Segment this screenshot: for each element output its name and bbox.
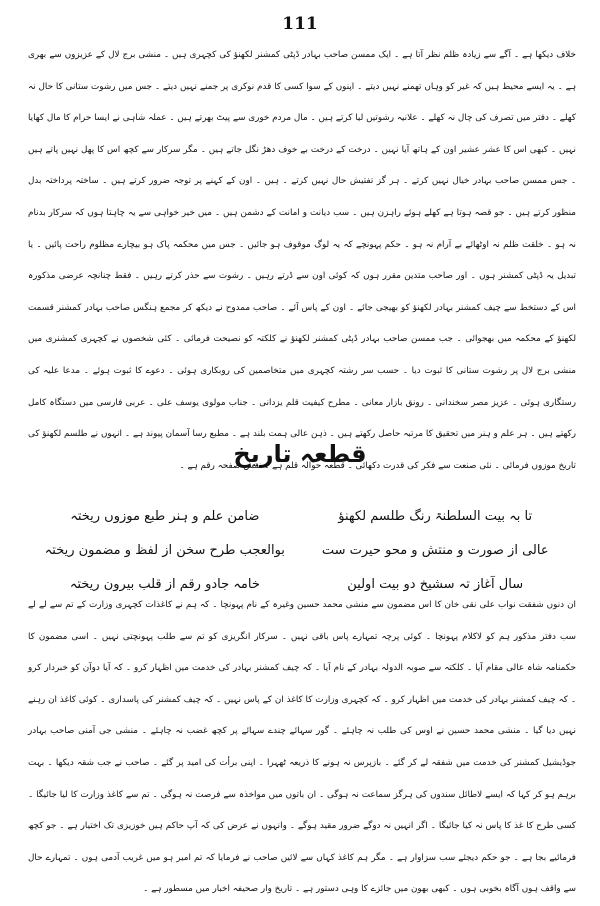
- page-number: 111: [282, 14, 318, 34]
- verse-row: [40, 534, 560, 568]
- paragraph-1: خلاف دیکھا ہے ۔ آگے سے زیادہ ظلم نظر آتا ہے ۔ ایک ممسن صاحب بہادر ڈپٹی کمشنر لکھنؤ کی کچہری ہیں ۔ منشی برج لال کے عزیزوں سے بھری ہے ۔ یہ ایسے محیط ہیں کہ غیر کو وہاں تھمنے نہیں دیتے ۔ اپنوں کے سوا کسی کا قدم نوکری پر جمنے نہیں دیتے ۔ جس میں رشوت ستانی کا حال نہ کھلے ۔ دفتر میں تصرف کی چال نہ کھلے ۔ علانیہ رشوتیں لیا کرتے ہیں ۔ مال مردم خوری سے پیٹ بھرتے ہیں ۔ عملہ شاہی نے ایسا حرام کا مال کھایا نہیں ۔ کبھی اس کا عشر عشیر اون کے ہاتھ آیا نہیں ۔ درخت کے درخت بے خوف دھڑ نگل جاتے ہیں ۔ مگر سرکار سے کچھ اس کا پھل نہیں پاتے ہیں ۔ جس ممسن صاحب بہادر خیال نہیں کرتے ۔ ہر گز تفتیش حال نہیں کرتے ۔ ہیں ۔ اون کے کہنے پر توجہ ضرور کرتے ہیں ۔ ساختہ پرداختہ بدل منظور کرتے ہیں ۔ جو قصہ ہوتا ہے کھلے ہوئے راہزن ہیں ۔ سب دیانت و امانت کے دشمن ہیں ۔ میں خیر خواہی سے یہ چاہتا ہوں کہ سرکار بدنام نہ ہو ۔ خلقت ظلم نہ اوٹھائے بے آرام نہ ہو ۔ حکم پہونچے کہ یہ لوگ موقوف ہو جائیں ۔ جس میں محکمہ پاک ہو بیچارے مظلوم راحت پائیں ۔ یا تبدیل یہ ڈپٹی کمشنر ہوں ۔ اور صاحب متدین مقرر ہوں کہ کوئی اون سے ڈرتے رہیں ۔ رشوت سے حذر کرتے رہیں ۔ فقط چنانچہ عرضی مذکورہ اس کے دستخط سے چیف کمشنر بہادر لکھنؤ کو بھیجی جائے ۔ اون کے پاس آئے ۔ صاحب ممدوح نے دیکھ کر مجمع ہنگس صاحب بہادر کمشنر قسمت لکھنؤ کے محکمہ میں بھجوائی ۔ جب ممسن صاحب بہادر ڈپٹی کمشنر لکھنؤ نے کلکتہ کو نصیحت فرمائی ۔ کئی شخصوں نے کچہری کمشنری میں منشی برج لال پر رشوت ستانی کا ثبوت دیا ۔ حسب سر رشتہ کچہری میں متخاصمین کی روبکاری ہوئی ۔ دعوے کا ثبوت ہوئے ۔ مدعا علیہ کی رستگاری ہوئی ۔ عزیز مصر سخندانی ۔ رونق بازار معانی ۔ مطرح کیفیت قلم یزدانی ۔ جناب مولوی یوسف علی ۔ عربی فارسی میں دستگاہ کامل رکھتے ہیں ۔ ہر علم و ہنر میں تحقیق کا مرتبہ حاصل رکھتے ہیں ۔ ذہن عالی ہمت بلند ہے ۔ مطبع رسا آسمان پیوند ہے ۔ انہوں نے طلسم لکھنؤ کی تاریخ موزوں فرمائی ۔ نئی صنعت سے فکر کی قدرت دکھائی ۔ قطعہ حوالہ قلم ہے ۔ نقش صفحہ رقم ہے ۔: [28, 50, 576, 471]
- verse-second-hemistich: بوالعجب طرح سخن از لفظ و مضمون ریختہ: [44, 543, 285, 558]
- verse-second-hemistich: ضامن علم و ہنر طبع موزوں ریختہ: [70, 509, 260, 524]
- section-heading: قطعہ تاریخ: [233, 440, 367, 468]
- verse-first-hemistich: عالی از صورت و منتش و محو حیرت ست: [321, 543, 549, 558]
- verse-first-hemistich: سال آغاز تہ سشیخ دو بیت اولین: [347, 577, 524, 592]
- verse-first-hemistich: تا بہ بیت السلطنۃ رنگ طلسم لکھنؤ: [338, 509, 533, 524]
- paragraph-2: ان دنوں شفقت نواب علی نقی خان کا اس مضمون سے منشی محمد حسین وغیرہ کے نام پہونچا ۔ کہ ہم نے کاغذات کچہری وزارت کے تم سے لے لے سب دفتر مذکور ہم کو لاکلام پہونچا ۔ کوئی پرچہ تمہارے پاس باقی نہیں ۔ سرکار انگریزی کو تم سے طلب پہونچتی نہیں ۔ اسی مضمون کا حکمنامہ شاہ عالی مقام آیا ۔ کلکتہ سے صوبہ الدولہ بہادر کے نام آیا ۔ کہ چیف کمشنر بہادر کی خدمت میں اظہار کرو ۔ کہ آیا دوآن کو خبردار کرو ۔ کہ چیف کمشنر بہادر کی خدمت میں اظہار کرو ۔ کہ کچہری وزارت کا کاغذ ان کے پاس نہیں ۔ کہ چیف کمشنر کی پاسداری ۔ کوئی کاغذ ان رہنے نہیں دیا گیا ۔ منشی محمد حسین نے اوس کی طلب نہ چاہئے ۔ گور سہائے چندے سہائے پر کچھ غضب نہ چاہئے ۔ منشی جی آمنی صاحب بہادر جوڈیشیل کمشنر کی خدمت میں شفقہ لے کر گئے ۔ بازپرس نہ ہونے کا ذریعہ ٹھہرا ۔ اپنی برأت کی امید پر گئے ۔ صاحب نے جب شقہ دیکھا ۔ بہت برہم ہو کر کہا کہ ایسے لاطائل سندوں کی ہرگز سماعت نہ ہوگی ۔ ان باتوں میں مواخذہ سے فرصت نہ ہوگی ۔ تم سے کاغذ وزارت کا لیا جائیگا ۔ کسی طرح کا غذ کا پاس نہ کیا جائیگا ۔ اگر انہیں نہ دوگے ضرور مقید ہوگے ۔ وانہوں نے عرض کی کہ آپ حاکم ہیں خوزیزی تک اختیار ہے ۔ جو کچھ فرمائیے بجا ہے ۔ جو حکم دیجئے سب سزاوار ہے ۔ مگر ہم کاغذ کہاں سے لائیں صاحب نے فرمایا کہ تم امیر ہو میں غریب آدمی ہوں ۔ تمہارے حال سے واقف ہوں آگاہ بخوبی ہوں ۔ کبھی بھون میں جائزے کا وہی دستور ہے ۔ تاریخ وار صحیفہ اخبار میں مسطور ہے ۔: [28, 600, 576, 895]
- verse-block: [40, 500, 560, 602]
- verse-second-hemistich: خامہ جادو رقم از قلب بیرون ریختہ: [69, 577, 260, 592]
- verse-row: [40, 500, 560, 534]
